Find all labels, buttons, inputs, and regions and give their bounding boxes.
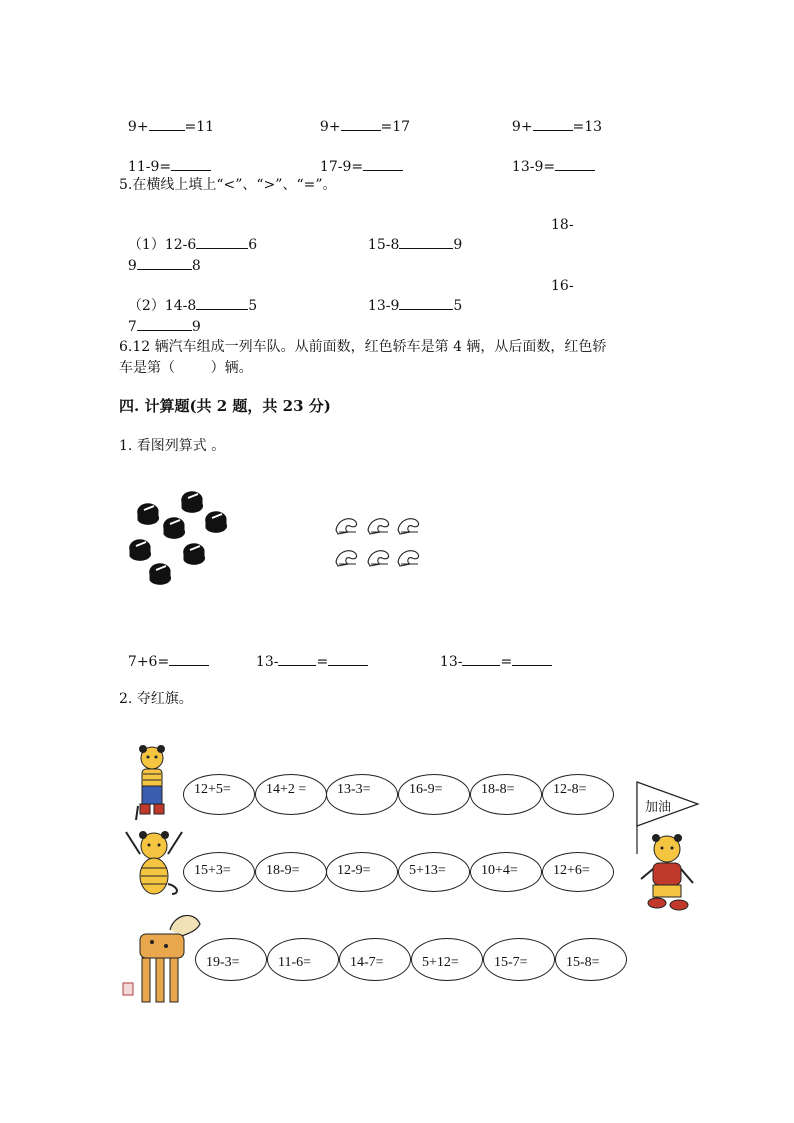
q5-line1-b — [359, 216, 462, 254]
compare-right: 8 — [191, 258, 201, 274]
compare-right: 5 — [453, 298, 463, 314]
answer-blank[interactable] — [169, 651, 209, 666]
race-oval-3-4 — [411, 938, 483, 981]
compare-blank[interactable] — [399, 234, 453, 249]
equation-equals: = — [500, 654, 513, 670]
q1-title: 1. 看图列算式 。 — [119, 438, 226, 454]
oval-expression: 14-7= — [350, 955, 384, 970]
answer-blank[interactable] — [555, 156, 595, 171]
sum-prefix: 9+ — [511, 119, 533, 135]
white-caps-picture — [330, 510, 430, 580]
answer-blank[interactable] — [149, 116, 185, 131]
answer-blank[interactable] — [533, 116, 573, 131]
sum-suffix: =13 — [572, 119, 603, 135]
oval-expression: 12+5= — [194, 782, 231, 797]
fill-sum-1-1 — [119, 98, 214, 136]
tiger-pointing-icon — [637, 833, 697, 913]
q1-equation-2 — [247, 633, 368, 671]
compare-right: 9 — [453, 237, 463, 253]
black-cap-icon — [138, 504, 159, 525]
answer-blank[interactable] — [328, 651, 368, 666]
race-oval-1-6 — [542, 774, 614, 815]
white-cap-icon — [336, 551, 357, 566]
race-oval-2-1 — [183, 852, 255, 892]
sum-prefix: 17-9= — [319, 159, 364, 175]
fill-sum-2-3 — [503, 138, 595, 176]
fill-sum-2-1 — [119, 138, 211, 176]
white-cap-icon — [336, 519, 357, 534]
oval-expression: 5+12= — [422, 955, 459, 970]
race-oval-1-5 — [470, 774, 542, 815]
q5-title: 5.在横线上填上“<”、“>”、“=”。 — [119, 177, 337, 193]
race-oval-1-2 — [255, 774, 327, 815]
q5-line2-b — [359, 277, 462, 315]
compare-left: （1）12-6 — [127, 237, 197, 253]
compare-right: 9 — [191, 319, 201, 335]
compare-blank[interactable] — [196, 295, 248, 310]
oval-expression: 19-3= — [206, 955, 240, 970]
tiger-waving-icon — [122, 828, 186, 898]
seal-stamp-icon — [122, 982, 134, 996]
race-oval-2-6 — [542, 852, 614, 892]
compare-left: 7 — [127, 319, 137, 335]
black-caps-picture — [128, 486, 248, 586]
compare-blank[interactable] — [137, 316, 192, 331]
race-oval-3-6 — [555, 938, 627, 981]
tiger-standing-icon — [130, 744, 174, 820]
fill-sum-1-2 — [311, 98, 410, 136]
compare-blank[interactable] — [196, 234, 248, 249]
q1-equation-3 — [431, 633, 552, 671]
answer-blank[interactable] — [512, 651, 552, 666]
compare-blank[interactable] — [399, 295, 453, 310]
black-cap-icon — [150, 564, 171, 585]
race-oval-2-5 — [470, 852, 542, 892]
oval-expression: 15-8= — [566, 955, 600, 970]
oval-expression: 16-9= — [409, 782, 443, 797]
sum-suffix: =11 — [184, 119, 215, 135]
compare-left: 15-8 — [367, 237, 400, 253]
sum-prefix: 9+ — [127, 119, 149, 135]
oval-expression: 14+2 = — [266, 782, 307, 797]
oval-expression: 11-6= — [278, 955, 312, 970]
oval-expression: 18-8= — [481, 782, 515, 797]
race-oval-3-2 — [267, 938, 339, 981]
q1-equation-1 — [119, 633, 209, 671]
compare-left: （2）14-8 — [127, 298, 197, 314]
oval-expression: 15+3= — [194, 863, 231, 878]
black-cap-icon — [184, 544, 205, 565]
compare-right: 6 — [248, 237, 258, 253]
equation-text: 13- — [255, 654, 279, 670]
answer-blank[interactable] — [341, 116, 381, 131]
white-cap-icon — [368, 519, 389, 534]
equation-equals: = — [316, 654, 329, 670]
white-cap-icon — [398, 519, 419, 534]
sum-suffix: =17 — [380, 119, 411, 135]
compare-left: 13-9 — [367, 298, 400, 314]
black-cap-icon — [130, 540, 151, 561]
oval-expression: 5+13= — [409, 863, 446, 878]
q2-title: 2. 夺红旗。 — [119, 691, 193, 707]
equation-text: 7+6= — [127, 654, 170, 670]
compare-blank[interactable] — [137, 255, 192, 270]
race-oval-3-1 — [195, 938, 267, 981]
race-oval-1-1 — [183, 774, 255, 815]
q5-line2-c: 16- — [551, 278, 574, 294]
white-cap-icon — [398, 551, 419, 566]
oval-expression: 12-8= — [553, 782, 587, 797]
q5-line2-c-wrap — [119, 298, 201, 336]
q5-line1-c-wrap — [119, 237, 201, 275]
section-heading: 四. 计算题(共 2 题，共 23 分) — [119, 397, 331, 415]
sum-prefix: 11-9= — [127, 159, 172, 175]
oval-expression: 10+4= — [481, 863, 518, 878]
black-cap-icon — [206, 512, 227, 533]
oval-expression: 15-7= — [494, 955, 528, 970]
answer-blank[interactable] — [363, 156, 403, 171]
race-oval-2-4 — [398, 852, 470, 892]
race-oval-1-4 — [398, 774, 470, 815]
fill-sum-2-2 — [311, 138, 403, 176]
oval-expression: 12-9= — [337, 863, 371, 878]
race-oval-2-2 — [255, 852, 327, 892]
flag-label: 加油 — [645, 800, 672, 815]
race-oval-3-5 — [483, 938, 555, 981]
race-oval-2-3 — [326, 852, 398, 892]
compare-right: 5 — [248, 298, 258, 314]
oval-expression: 12+6= — [553, 863, 590, 878]
q6-text-line1: 6.12 辆汽车组成一列车队。从前面数，红色轿车是第 4 辆，从后面数，红色轿 — [119, 339, 607, 355]
answer-blank[interactable] — [462, 651, 500, 666]
oval-expression: 13-3= — [337, 782, 371, 797]
oval-expression: 18-9= — [266, 863, 300, 878]
white-cap-icon — [368, 551, 389, 566]
answer-blank[interactable] — [278, 651, 316, 666]
q6-text-line2: 车是第（ ）辆。 — [119, 360, 253, 376]
answer-blank[interactable] — [171, 156, 211, 171]
q5-line1-c: 18- — [551, 217, 574, 233]
sum-prefix: 9+ — [319, 119, 341, 135]
sum-prefix: 13-9= — [511, 159, 556, 175]
equation-text: 13- — [439, 654, 463, 670]
black-cap-icon — [182, 492, 203, 513]
black-cap-icon — [164, 518, 185, 539]
race-oval-1-3 — [326, 774, 398, 815]
race-oval-3-3 — [339, 938, 411, 981]
compare-left: 9 — [127, 258, 137, 274]
fill-sum-1-3 — [503, 98, 602, 136]
